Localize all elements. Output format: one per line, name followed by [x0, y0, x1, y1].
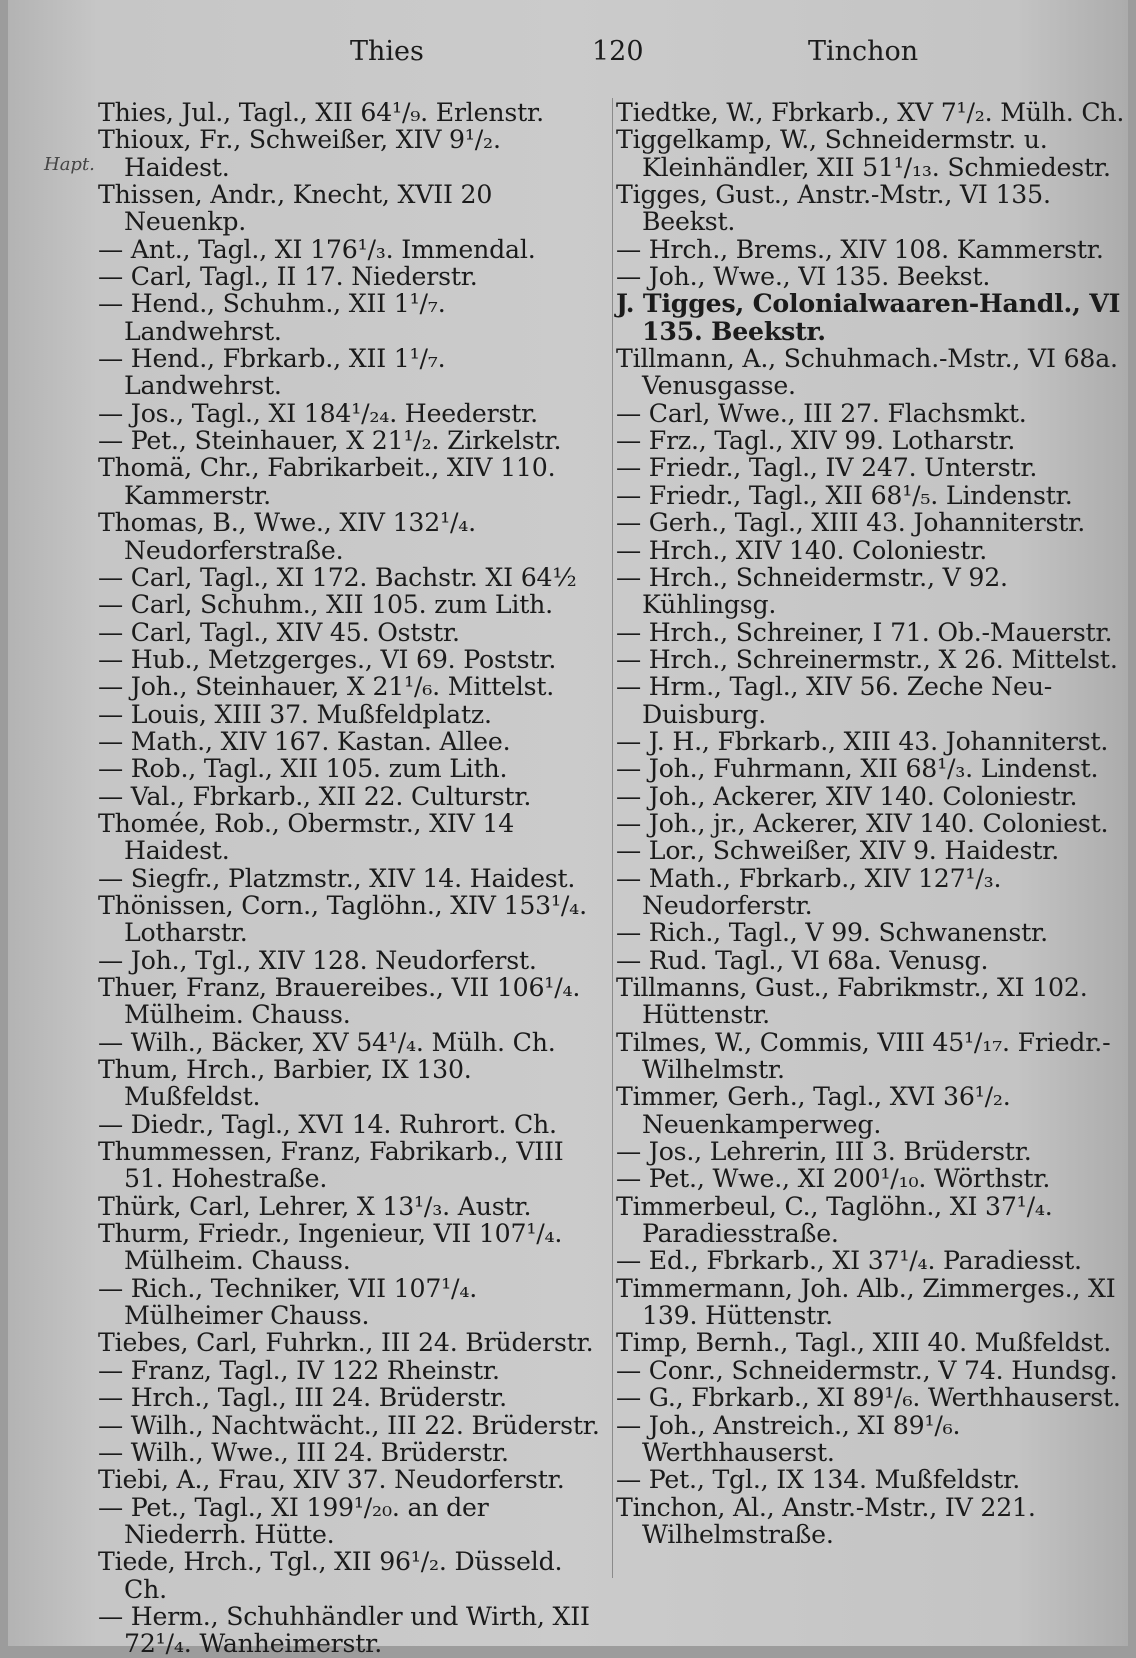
directory-entry: — Joh., Anstreich., XI 89¹/₆. Werthhauserst.: [616, 1410, 961, 1467]
directory-entry: — Rud. Tagl., VI 68a. Venusg.: [616, 945, 989, 975]
directory-entry: — Hend., Schuhm., XII 1¹/₇. Landwehrst.: [98, 289, 446, 346]
right-column: [616, 99, 1131, 1548]
directory-entry: — Diedr., Tagl., XVI 14. Ruhrort. Ch.: [98, 1109, 557, 1139]
directory-entry: Thioux, Fr., Schweißer, XIV 9¹/₂. Haidest.: [98, 125, 501, 182]
directory-entry: Timmermann, Joh. Alb., Zimmerges., XI 139. Hüttenstr.: [616, 1273, 1116, 1331]
directory-entry: — Hrch., Tagl., III 24. Brüderstr.: [98, 1383, 507, 1413]
directory-entry: Thurm, Friedr., Ingenieur, VII 107¹/₄. Mülheim. Chauss.: [98, 1219, 563, 1276]
directory-entry: — Math., XIV 167. Kastan. Allee.: [98, 726, 511, 756]
directory-entry: Thummessen, Franz, Fabrikarb., VIII 51. Hohestraße.: [98, 1137, 564, 1194]
directory-entry: — Hrch., Schreinermstr., X 26. Mittelst.: [616, 644, 1118, 674]
directory-entry: Thomas, B., Wwe., XIV 132¹/₄. Neudorferstraße.: [98, 508, 476, 565]
directory-entry: — Ant., Tagl., XI 176¹/₃. Immendal.: [98, 234, 536, 264]
directory-entry: Tiedtke, W., Fbrkarb., XV 7¹/₂. Mülh. Ch.: [616, 98, 1125, 127]
directory-entry: — Franz, Tagl., IV 122 Rheinstr.: [98, 1355, 500, 1385]
directory-entry: — Gerh., Tagl., XIII 43. Johanniterstr.: [616, 508, 1086, 538]
directory-entry: Tiebi, A., Frau, XIV 37. Neudorferstr.: [98, 1465, 565, 1495]
directory-entry: Thürk, Carl, Lehrer, X 13¹/₃. Austr.: [98, 1191, 532, 1221]
directory-entry: Tiebes, Carl, Fuhrkn., III 24. Brüderstr.: [98, 1328, 594, 1358]
directory-entry: — Joh., Ackerer, XIV 140. Coloniestr.: [616, 781, 1078, 811]
directory-entry: Tigges, Gust., Anstr.-Mstr., VI 135. Beekst.: [616, 180, 1051, 237]
directory-entry: — Hrm., Tagl., XIV 56. Zeche Neu-Duisburg.: [616, 672, 1053, 729]
directory-entry: — Wilh., Bäcker, XV 54¹/₄. Mülh. Ch.: [98, 1027, 556, 1057]
directory-entry: Timmerbeul, C., Taglöhn., XI 37¹/₄. Paradiesstraße.: [616, 1191, 1053, 1249]
directory-entry: — Carl, Schuhm., XII 105. zum Lith.: [98, 590, 553, 620]
directory-entry: — Carl, Wwe., III 27. Flachsmkt.: [616, 398, 1027, 428]
directory-entry: — Siegfr., Platzmstr., XIV 14. Haidest.: [98, 863, 576, 893]
directory-entry: — Lor., Schweißer, XIV 9. Haidestr.: [616, 836, 1060, 866]
directory-entry: — Joh., Fuhrmann, XII 68¹/₃. Lindenst.: [616, 754, 1099, 784]
directory-entry: Tillmanns, Gust., Fabrikmstr., XI 102. Hüttenstr.: [616, 973, 1088, 1030]
directory-entry: — Joh., Steinhauer, X 21¹/₆. Mittelst.: [98, 672, 555, 702]
directory-entry: — Pet., Wwe., XI 200¹/₁₀. Wörthstr.: [616, 1164, 1051, 1194]
left-column: [98, 99, 606, 1658]
directory-entry: — Frz., Tagl., XIV 99. Lotharstr.: [616, 426, 1016, 456]
directory-entry: — Wilh., Nachtwächt., III 22. Brüderstr.: [98, 1410, 600, 1440]
directory-entry: — Rob., Tagl., XII 105. zum Lith.: [98, 754, 508, 784]
directory-entry: — Jos., Lehrerin, III 3. Brüderstr.: [616, 1137, 1032, 1167]
directory-entry: — Ed., Fbrkarb., XI 37¹/₄. Paradiesst.: [616, 1246, 1082, 1276]
directory-entry: — Hrch., Schreiner, I 71. Ob.-Mauerstr.: [616, 617, 1113, 647]
directory-entry: — Hend., Fbrkarb., XII 1¹/₇. Landwehrst.: [98, 344, 446, 401]
directory-entry: — Friedr., Tagl., IV 247. Unterstr.: [616, 453, 1038, 483]
directory-entry: — Louis, XIII 37. Mußfeldplatz.: [98, 699, 492, 729]
directory-entry: — Hrch., XIV 140. Coloniestr.: [616, 535, 988, 565]
directory-entry: — Hrch., Brems., XIV 108. Kammerstr.: [616, 234, 1104, 264]
directory-entry: — J. H., Fbrkarb., XIII 43. Johanniterst.: [616, 726, 1109, 756]
directory-entry: Timmer, Gerh., Tagl., XVI 36¹/₂. Neuenkamperweg.: [616, 1082, 1011, 1139]
column-divider: [612, 98, 613, 1578]
directory-entry: Tinchon, Al., Anstr.-Mstr., IV 221. Wilhelmstraße.: [616, 1492, 1036, 1549]
directory-entry: — Joh., jr., Ackerer, XIV 140. Coloniest.: [616, 808, 1109, 838]
directory-entry: — Joh., Tgl., XIV 128. Neudorferst.: [98, 945, 537, 975]
directory-entry: — Rich., Techniker, VII 107¹/₄. Mülheimer Chauss.: [98, 1273, 478, 1331]
directory-page: [8, 0, 1128, 1658]
directory-entry: — Pet., Tgl., IX 134. Mußfeldstr.: [616, 1465, 1020, 1495]
directory-entry: Timp, Bernh., Tagl., XIII 40. Mußfeldst.: [616, 1328, 1111, 1358]
directory-entry: — Math., Fbrkarb., XIV 127¹/₃. Neudorferstr.: [616, 863, 1002, 920]
directory-entry: — Carl, Tagl., XI 172. Bachstr. XI 64½: [98, 562, 577, 592]
directory-entry: — Conr., Schneidermstr., V 74. Hundsg.: [616, 1355, 1118, 1385]
directory-entry: — Friedr., Tagl., XII 68¹/₅. Lindenstr.: [616, 480, 1073, 510]
directory-entry: Thomée, Rob., Obermstr., XIV 14 Haidest.: [98, 808, 515, 866]
directory-entry: Thies, Jul., Tagl., XII 64¹/₉. Erlenstr.: [98, 98, 544, 127]
directory-entry: — Hub., Metzgerges., VI 69. Poststr.: [98, 644, 557, 674]
directory-entry: — Pet., Steinhauer, X 21¹/₂. Zirkelstr.: [98, 426, 562, 456]
directory-entry: — Joh., Wwe., VI 135. Beekst.: [616, 262, 991, 292]
directory-entry: Tilmes, W., Commis, VIII 45¹/₁₇. Friedr.-Wilhelmstr.: [616, 1027, 1111, 1085]
header-first-name: Thies: [350, 36, 424, 67]
header-last-name: Tinchon: [808, 36, 919, 67]
directory-entry: — Val., Fbrkarb., XII 22. Culturstr.: [98, 781, 532, 811]
directory-entry: — Herm., Schuhhändler und Wirth, XII 72¹/₄. Wanheimerstr.: [98, 1601, 590, 1658]
directory-entry: Tillmann, A., Schuhmach.-Mstr., VI 68a. Venusgasse.: [616, 344, 1118, 401]
directory-entry: Thuer, Franz, Brauereibes., VII 106¹/₄. Mülheim. Chauss.: [98, 973, 581, 1030]
directory-entry: Thum, Hrch., Barbier, IX 130. Mußfeldst.: [98, 1055, 472, 1112]
directory-entry: — Rich., Tagl., V 99. Schwanenstr.: [616, 918, 1048, 948]
directory-entry: — Carl, Tagl., XIV 45. Oststr.: [98, 617, 460, 647]
directory-entry: — Carl, Tagl., II 17. Niederstr.: [98, 262, 478, 292]
directory-entry: Tiggelkamp, W., Schneidermstr. u. Kleinhändler, XII 51¹/₁₃. Schmiedestr.: [616, 125, 1111, 182]
directory-entry: — G., Fbrkarb., XI 89¹/₆. Werthhauserst.: [616, 1383, 1121, 1413]
handwritten-margin-note: Hapt.: [44, 154, 95, 175]
directory-entry: — Hrch., Schneidermstr., V 92. Kühlingsg.: [616, 562, 1008, 620]
directory-entry: Thönissen, Corn., Taglöhn., XIV 153¹/₄. Lotharstr.: [98, 890, 587, 948]
directory-entry: — Pet., Tagl., XI 199¹/₂₀. an der Niederrh. Hütte.: [98, 1492, 489, 1549]
page-number: 120: [592, 36, 644, 67]
directory-entry: Tiede, Hrch., Tgl., XII 96¹/₂. Düsseld. Ch.: [98, 1547, 563, 1604]
directory-entry: Thissen, Andr., Knecht, XVII 20 Neuenkp.: [98, 180, 493, 237]
directory-entry: — Jos., Tagl., XI 184¹/₂₄. Heederstr.: [98, 398, 538, 428]
directory-entry: Thomä, Chr., Fabrikarbeit., XIV 110. Kammerstr.: [98, 453, 556, 510]
directory-entry: J. Tigges, Colonialwaaren-Handl., VI 135. Beekstr.: [616, 288, 1121, 346]
page-header: [98, 36, 1118, 76]
directory-entry: — Wilh., Wwe., III 24. Brüderstr.: [98, 1437, 509, 1467]
